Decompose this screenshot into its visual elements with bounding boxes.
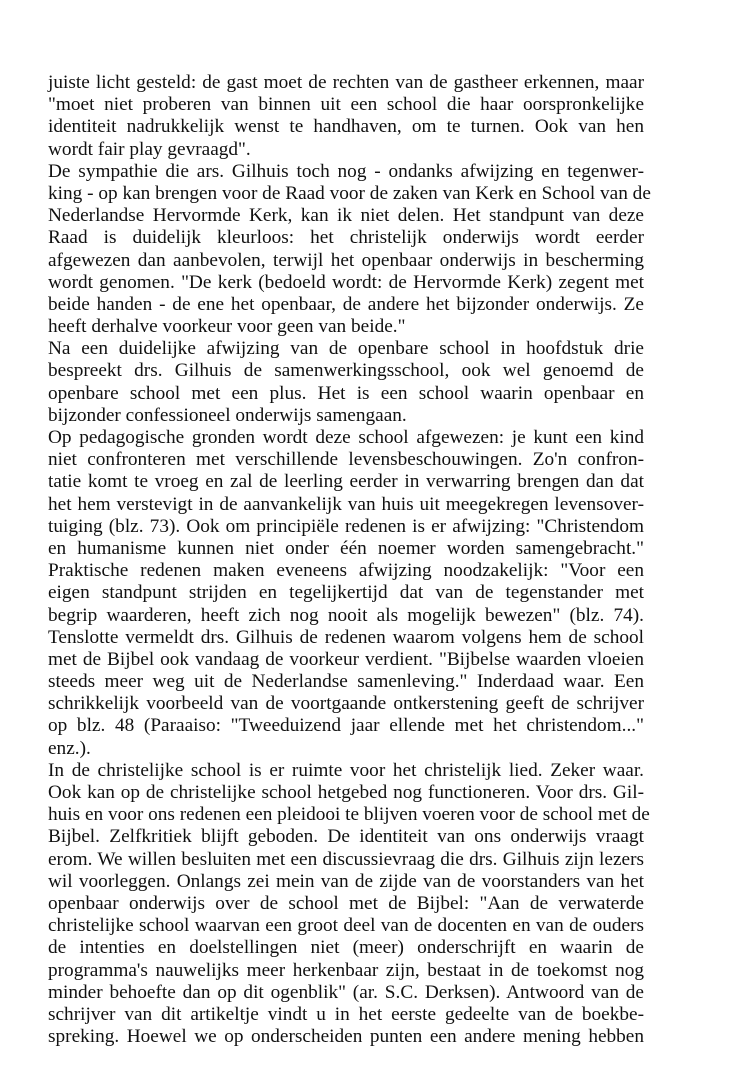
text-line: tatie komt te vroeg en zal de leerling eerder in verwarring brengen dan dat — [48, 471, 644, 493]
text-line: bespreekt drs. Gilhuis de samenwerkingsschool, ook wel genoemd de — [48, 360, 644, 382]
paragraph-4 — [48, 427, 644, 760]
text-line: niet confronteren met verschillende levensbeschouwingen. Zo'n confron- — [48, 449, 644, 471]
text-line: Bijbel. Zelfkritiek blijft geboden. De identiteit van ons onderwijs vraagt — [48, 826, 644, 848]
text-line: Ook kan op de christelijke school hetgebed nog functioneren. Voor drs. Gil- — [48, 782, 644, 803]
text-line: eigen standpunt strijden en tegelijkertijd dat van de tegenstander met — [48, 582, 644, 604]
text-line: Praktische redenen maken eveneens afwijzing noodzakelijk: "Voor een — [48, 560, 644, 582]
text-line: afgewezen dan aanbevolen, terwijl het openbaar onderwijs in bescherming — [48, 249, 644, 271]
text-line: king - op kan brengen voor de Raad voor de zaken van Kerk en School van de — [48, 182, 651, 204]
text-line: schrijver van dit artikeltje vindt u in het eerste gedeelte van de boekbe- — [48, 1003, 644, 1025]
text-line: bijzonder confessioneel onderwijs samengaan. — [48, 404, 407, 426]
text-line: wordt genomen. "De kerk (bedoeld wordt: de Hervormde Kerk) zegent met — [48, 271, 644, 293]
text-line: Nederlandse Hervormde Kerk, kan ik niet delen. Het standpunt van deze — [48, 205, 644, 227]
text-line: Na een duidelijke afwijzing van de openbare school in hoofdstuk drie — [48, 338, 644, 360]
text-line: op blz. 48 (Paraaiso: "Tweeduizend jaar ellende met het christendom..." — [48, 715, 644, 737]
text-line: Raad is duidelijk kleurloos: het christelijk onderwijs wordt eerder — [48, 227, 644, 249]
text-line: beide handen - de ene het openbaar, de andere het bijzonder onderwijs. Ze — [48, 293, 644, 315]
text-line: erom. We willen besluiten met een discussievraag die drs. Gilhuis zijn lezers — [48, 848, 644, 870]
text-line: heeft derhalve voorkeur voor geen van beide." — [48, 316, 406, 338]
text-line: juiste licht gesteld: de gast moet de rechten van de gastheer erkennen, maar — [48, 72, 644, 93]
text-line: christelijke school waarvan een groot deel van de docenten en van de ouders — [48, 915, 644, 937]
text-line: de intenties en doelstellingen niet (meer) onderschrijft en waarin de — [48, 937, 644, 959]
text-line: wil voorleggen. Onlangs zei mein van de zijde van de voorstanders van het — [48, 870, 644, 892]
paragraph-1 — [48, 72, 644, 161]
text-line: enz.). — [48, 737, 91, 759]
text-line: minder behoefte dan op dit ogenblik" (ar. S.C. Derksen). Antwoord van de — [48, 981, 644, 1003]
text-line: spreking. Hoewel we op onderscheiden punten een andere mening hebben — [48, 1026, 644, 1048]
text-line: openbaar onderwijs over de school met de Bijbel: "Aan de verwaterde — [48, 892, 644, 914]
text-line: steeds meer weg uit de Nederlandse samenleving." Inderdaad waar. Een — [48, 671, 644, 693]
paragraph-3 — [48, 338, 644, 427]
text-line: identiteit nadrukkelijk wenst te handhaven, om te turnen. Ook van hen — [48, 116, 644, 138]
text-line: en humanisme kunnen niet onder één noemer worden samengebracht." — [48, 537, 644, 559]
text-line: openbare school met een plus. Het is een school waarin openbaar en — [48, 382, 644, 404]
paragraph-2 — [48, 160, 651, 339]
text-line: Op pedagogische gronden wordt deze school afgewezen: je kunt een kind — [48, 427, 644, 448]
text-line: De sympathie die ars. Gilhuis toch nog - ondanks afwijzing en tegenwer- — [48, 160, 644, 182]
text-line: In de christelijke school is er ruimte voor het christelijk lied. Zeker waar. — [48, 759, 644, 781]
paragraph-5 — [48, 759, 650, 1048]
text-line: huis en voor ons redenen een pleidooi te blijven voeren voor de school met de — [48, 804, 650, 826]
text-line: wordt fair play gevraagd". — [48, 138, 251, 160]
text-line: tuiging (blz. 73). Ook om principiële redenen is er afwijzing: "Christendom — [48, 515, 644, 537]
text-line: met de Bijbel ook vandaag de voorkeur verdient. "Bijbelse waarden vloeien — [48, 648, 644, 670]
text-line: schrikkelijk voorbeeld van de voortgaande ontkerstening geeft de schrijver — [48, 693, 644, 715]
text-line: begrip waarderen, heeft zich nog nooit als mogelijk bewezen" (blz. 74). — [48, 604, 644, 626]
text-line: programma's nauwelijks meer herkenbaar zijn, bestaat in de toekomst nog — [48, 959, 644, 981]
text-line: Tenslotte vermeldt drs. Gilhuis de redenen waarom volgens hem de school — [48, 626, 644, 648]
text-line: het hem verstevigt in de aanvankelijk van huis uit meegekregen levensover- — [48, 493, 644, 515]
document-page — [48, 72, 651, 1048]
text-line: "moet niet proberen van binnen uit een school die haar oorspronkelijke — [48, 94, 644, 116]
